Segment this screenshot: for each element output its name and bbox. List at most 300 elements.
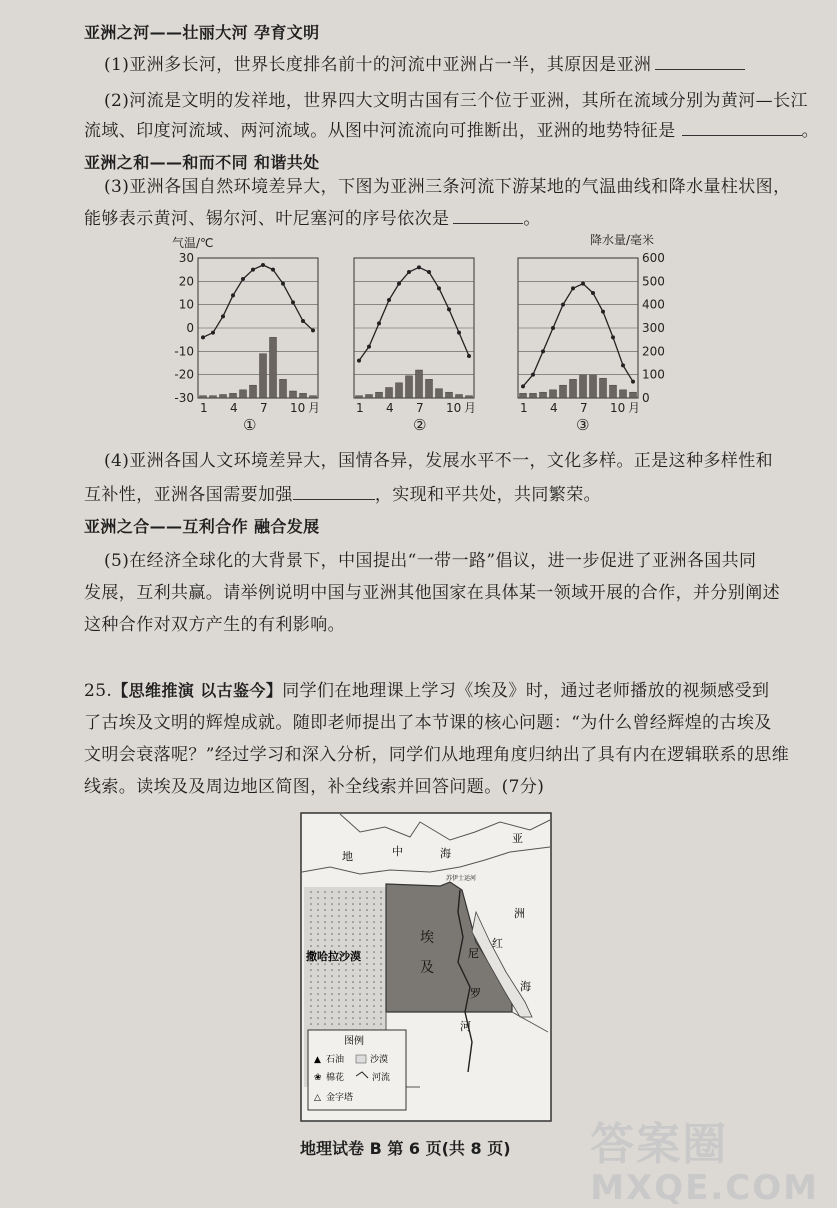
sand-dot	[331, 969, 333, 971]
sand-dot	[380, 1023, 382, 1025]
sand-dot	[359, 987, 361, 989]
sand-dot	[366, 951, 368, 953]
sand-dot	[359, 909, 361, 911]
sand-dot	[359, 945, 361, 947]
question-5-line2: 发展，互利共赢。请举例说明中国与亚洲其他国家在具体某一领域开展的合作，并分别阐述	[84, 583, 780, 603]
oil-icon: ▲	[314, 1055, 321, 1065]
precip-bar	[620, 390, 627, 398]
sand-dot	[324, 963, 326, 965]
sand-dot	[359, 993, 361, 995]
sand-dot	[373, 957, 375, 959]
sand-dot	[317, 891, 319, 893]
y-tick-label: 0	[642, 391, 650, 405]
watermark	[590, 1108, 819, 1208]
sand-dot	[310, 915, 312, 917]
sand-dot	[373, 981, 375, 983]
sand-dot	[380, 951, 382, 953]
legend-oil: 石油	[326, 1055, 345, 1065]
precip-bar	[200, 396, 207, 398]
sand-dot	[352, 987, 354, 989]
answer-blank[interactable]	[655, 69, 745, 70]
sand-dot	[373, 909, 375, 911]
sand-dot	[352, 969, 354, 971]
sand-dot	[380, 897, 382, 899]
y-tick-label: 0	[186, 321, 194, 335]
precip-bar	[560, 385, 567, 398]
sand-dot	[324, 915, 326, 917]
sand-dot	[310, 909, 312, 911]
precip-bar	[290, 391, 297, 398]
sand-dot	[380, 975, 382, 977]
sand-dot	[373, 975, 375, 977]
sand-dot	[331, 993, 333, 995]
sand-dot	[373, 987, 375, 989]
y-tick-label: -20	[174, 367, 194, 382]
question-5-line3: 这种合作对双方产生的有利影响。	[84, 615, 345, 635]
sand-dot	[338, 969, 340, 971]
sand-dot	[324, 969, 326, 971]
legend-desert: 沙漠	[370, 1055, 389, 1065]
sand-dot	[366, 909, 368, 911]
sand-dot	[324, 891, 326, 893]
temp-point	[437, 286, 441, 290]
sand-dot	[373, 1011, 375, 1013]
sand-dot	[310, 939, 312, 941]
sand-dot	[338, 945, 340, 947]
sand-dot	[352, 945, 354, 947]
x-axis-unit: 月	[308, 401, 321, 415]
temp-line	[203, 265, 313, 337]
sand-dot	[366, 903, 368, 905]
sand-dot	[352, 1011, 354, 1013]
sand-dot	[331, 891, 333, 893]
chart-3-label: ③	[576, 416, 590, 434]
precip-bar	[386, 388, 393, 399]
question-2-text: 流域、印度河流域、两河流域。从图中河流流向可推断出，亚洲的地势特征是	[84, 121, 676, 141]
map-label-sahara: 撒哈拉沙漠	[306, 950, 361, 963]
sand-dot	[317, 993, 319, 995]
map-label-red-sea: 海	[520, 980, 531, 993]
sand-dot	[373, 951, 375, 953]
sand-dot	[380, 945, 382, 947]
sand-dot	[380, 915, 382, 917]
sand-dot	[352, 939, 354, 941]
section-heading-harmony: 亚洲之和——和而不同 和谐共处	[84, 153, 320, 172]
map-label-mediterranean: 海	[440, 847, 451, 860]
sand-dot	[366, 891, 368, 893]
sand-dot	[338, 975, 340, 977]
legend-title: 图例	[344, 1036, 364, 1047]
climate-chart-2	[344, 240, 504, 424]
map-label-suez: 苏伊士运河	[446, 875, 477, 882]
sand-dot	[352, 1017, 354, 1019]
sand-dot	[324, 993, 326, 995]
question-25-line4: 线索。读埃及及周边地区简图，补全线索并回答问题。(7分)	[84, 777, 545, 797]
sand-dot	[331, 1005, 333, 1007]
sand-dot	[324, 933, 326, 935]
sand-dot	[310, 987, 312, 989]
temp-point	[551, 326, 555, 330]
precip-axis-label: 降水量/毫米	[590, 233, 655, 247]
sand-dot	[317, 999, 319, 1001]
precip-bar	[416, 370, 423, 398]
temp-point	[521, 384, 525, 388]
x-tick-label: 7	[416, 401, 424, 415]
sand-dot	[345, 969, 347, 971]
x-tick-label: 10	[446, 401, 462, 415]
sand-dot	[359, 891, 361, 893]
precip-bar	[230, 393, 237, 398]
sand-dot	[366, 981, 368, 983]
question-1	[104, 50, 745, 75]
sand-dot	[359, 1023, 361, 1025]
sand-dot	[338, 897, 340, 899]
sand-dot	[352, 897, 354, 899]
question-4-line1: (4)亚洲各国人文环境差异大，国情各异，发展水平不一，文化多样。正是这种多样性和	[104, 451, 774, 471]
question-number: 25.	[84, 681, 113, 701]
sand-dot	[366, 975, 368, 977]
section-heading-river: 亚洲之河——壮丽大河 孕育文明	[84, 23, 320, 42]
y-tick-label: 10	[178, 297, 194, 312]
temp-point	[251, 268, 255, 272]
sand-dot	[317, 969, 319, 971]
precip-bar	[590, 375, 597, 398]
map-label-nile: 尼	[468, 947, 479, 960]
sand-dot	[366, 933, 368, 935]
sand-dot	[373, 963, 375, 965]
sand-dot	[317, 903, 319, 905]
sand-dot	[352, 933, 354, 935]
sand-dot	[366, 963, 368, 965]
sand-dot	[338, 963, 340, 965]
x-tick-label: 1	[356, 401, 364, 415]
y-tick-label: 30	[178, 251, 194, 265]
sand-dot	[310, 975, 312, 977]
chart-1-label: ①	[243, 416, 257, 434]
sand-dot	[373, 891, 375, 893]
sand-dot	[366, 945, 368, 947]
sand-dot	[345, 897, 347, 899]
precip-bar	[610, 385, 617, 398]
temp-point	[211, 331, 215, 335]
question-2-line2: 流域、印度河流域、两河流域。从图中河流流向可推断出，亚洲的地势特征是 。	[84, 121, 820, 141]
precip-bar	[250, 385, 257, 398]
sand-dot	[317, 1011, 319, 1013]
sand-dot	[380, 921, 382, 923]
sand-dot	[338, 987, 340, 989]
sand-dot	[366, 1017, 368, 1019]
precip-bar	[520, 393, 527, 398]
temp-point	[221, 314, 225, 318]
precip-bar	[270, 337, 277, 398]
sand-dot	[352, 915, 354, 917]
sand-dot	[310, 897, 312, 899]
sand-dot	[359, 1017, 361, 1019]
sand-dot	[380, 981, 382, 983]
sand-dot	[380, 969, 382, 971]
sand-dot	[338, 927, 340, 929]
sand-dot	[352, 999, 354, 1001]
sand-dot	[317, 981, 319, 983]
egypt-map	[300, 812, 552, 1122]
sand-dot	[331, 1023, 333, 1025]
section-heading-cooperation: 亚洲之合——互利合作 融合发展	[84, 517, 320, 536]
question-3-line1: (3)亚洲各国自然环境差异大，下图为亚洲三条河流下游某地的气温曲线和降水量柱状图，	[104, 177, 791, 197]
sand-dot	[345, 981, 347, 983]
question-4-line2	[84, 480, 601, 505]
temp-point	[581, 282, 585, 286]
sand-dot	[359, 981, 361, 983]
sand-dot	[345, 933, 347, 935]
sand-dot	[331, 987, 333, 989]
precip-bar	[426, 379, 433, 398]
sand-dot	[373, 999, 375, 1001]
precip-bar	[260, 354, 267, 398]
sand-dot	[352, 927, 354, 929]
sand-dot	[373, 903, 375, 905]
sand-dot	[331, 927, 333, 929]
sand-dot	[317, 1023, 319, 1025]
sand-dot	[366, 927, 368, 929]
sand-dot	[380, 1011, 382, 1013]
temp-point	[591, 291, 595, 295]
question-25-text: 同学们在地理课上学习《埃及》时，通过老师播放的视频感受到	[282, 681, 770, 701]
sand-dot	[352, 981, 354, 983]
y-tick-label: 300	[642, 321, 665, 335]
sand-dot	[310, 999, 312, 1001]
sand-dot	[380, 957, 382, 959]
sand-dot	[310, 969, 312, 971]
y-tick-label: -30	[174, 391, 194, 405]
sand-dot	[345, 1005, 347, 1007]
sand-dot	[380, 903, 382, 905]
sand-dot	[352, 993, 354, 995]
precip-bar	[406, 376, 413, 398]
sand-dot	[338, 921, 340, 923]
precip-bar	[366, 395, 373, 399]
precip-bar	[466, 396, 473, 398]
precip-bar	[356, 396, 363, 398]
sand-dot	[380, 987, 382, 989]
sand-dot	[373, 921, 375, 923]
y-tick-label: 600	[642, 251, 665, 265]
temp-point	[531, 373, 535, 377]
sand-dot	[366, 1023, 368, 1025]
question-3-line2: 能够表示黄河、锡尔河、叶尼塞河的序号依次是 。	[84, 209, 541, 229]
sand-dot	[338, 903, 340, 905]
sand-dot	[345, 891, 347, 893]
sand-dot	[352, 975, 354, 977]
sand-dot	[380, 963, 382, 965]
sand-dot	[317, 975, 319, 977]
temp-point	[407, 270, 411, 274]
precip-bar	[530, 393, 537, 398]
temp-point	[387, 298, 391, 302]
sand-dot	[331, 963, 333, 965]
precip-bar	[240, 390, 247, 398]
sand-dot	[317, 1017, 319, 1019]
sand-dot	[345, 999, 347, 1001]
sand-dot	[310, 963, 312, 965]
answer-blank[interactable]	[293, 499, 375, 500]
map-label-red-sea: 红	[492, 937, 503, 950]
question-2-line1: (2)河流是文明的发祥地，世界四大文明古国有三个位于亚洲，其所在流域分别为黄河—长江	[104, 91, 808, 111]
sand-dot	[352, 921, 354, 923]
sand-dot	[352, 891, 354, 893]
temp-point	[261, 263, 265, 267]
sand-dot	[331, 909, 333, 911]
sand-dot	[338, 909, 340, 911]
sand-dot	[310, 1017, 312, 1019]
sand-dot	[310, 891, 312, 893]
sand-dot	[373, 939, 375, 941]
sand-dot	[338, 993, 340, 995]
y-tick-label: 500	[642, 274, 665, 289]
precip-bar	[220, 395, 227, 399]
sand-dot	[310, 1023, 312, 1025]
question-3-text: 能够表示黄河、锡尔河、叶尼塞河的序号依次是	[84, 209, 450, 229]
x-tick-label: 10	[290, 401, 306, 415]
sand-dot	[380, 939, 382, 941]
sand-dot	[380, 927, 382, 929]
sand-dot	[373, 897, 375, 899]
desert-swatch	[356, 1055, 366, 1063]
temp-point	[231, 293, 235, 297]
precip-bar	[550, 390, 557, 398]
x-tick-label: 4	[230, 401, 238, 415]
sand-dot	[310, 903, 312, 905]
sand-dot	[338, 1005, 340, 1007]
sand-dot	[338, 981, 340, 983]
sand-dot	[366, 915, 368, 917]
temp-point	[397, 282, 401, 286]
watermark-bottom: MXQE.COM	[590, 1168, 819, 1208]
sand-dot	[366, 921, 368, 923]
sand-dot	[317, 927, 319, 929]
temp-point	[291, 300, 295, 304]
sand-dot	[331, 933, 333, 935]
precip-bar	[396, 383, 403, 398]
sand-dot	[345, 975, 347, 977]
sand-dot	[310, 1011, 312, 1013]
precip-bar	[376, 392, 383, 398]
sand-dot	[338, 891, 340, 893]
sand-dot	[359, 921, 361, 923]
sand-dot	[373, 1005, 375, 1007]
sand-dot	[317, 945, 319, 947]
question-5-line1: (5)在经济全球化的大背景下，中国提出“一带一路”倡议，进一步促进了亚洲各国共同	[104, 551, 757, 571]
precip-bar	[310, 396, 317, 398]
temp-point	[447, 307, 451, 311]
temp-point	[377, 321, 381, 325]
map-label-asia: 亚	[512, 832, 523, 845]
legend-pyramid: 金字塔	[326, 1093, 354, 1103]
sand-dot	[380, 1005, 382, 1007]
sand-dot	[359, 975, 361, 977]
sand-dot	[338, 939, 340, 941]
sand-dot	[359, 963, 361, 965]
sand-dot	[317, 897, 319, 899]
question-4-text-end: ，实现和平共处，共同繁荣。	[374, 485, 602, 505]
sand-dot	[345, 909, 347, 911]
sand-dot	[331, 939, 333, 941]
sand-dot	[317, 921, 319, 923]
chart-2-label: ②	[413, 416, 427, 434]
precip-bar	[570, 379, 577, 398]
sand-dot	[359, 969, 361, 971]
legend-cotton: 棉花	[326, 1073, 345, 1083]
sand-dot	[317, 1005, 319, 1007]
sand-dot	[345, 963, 347, 965]
precip-bar	[280, 379, 287, 398]
sand-dot	[324, 945, 326, 947]
answer-blank[interactable]	[453, 223, 523, 224]
sand-dot	[338, 1017, 340, 1019]
temp-point	[301, 319, 305, 323]
sand-dot	[345, 927, 347, 929]
sand-dot	[359, 1005, 361, 1007]
watermark-top: 答案圈	[590, 1119, 729, 1170]
sand-dot	[310, 981, 312, 983]
map-label-mediterranean: 中	[392, 845, 403, 858]
sand-dot	[352, 1005, 354, 1007]
y-tick-label: -10	[174, 344, 194, 359]
precip-bar	[456, 395, 463, 399]
y-tick-label: 100	[642, 367, 665, 382]
sand-dot	[380, 891, 382, 893]
sand-dot	[324, 1023, 326, 1025]
temp-point	[311, 328, 315, 332]
sand-dot	[366, 1005, 368, 1007]
x-tick-label: 1	[200, 401, 208, 415]
map-label-egypt: 及	[420, 960, 434, 976]
sand-dot	[324, 897, 326, 899]
sand-dot	[345, 987, 347, 989]
question-25-line3: 文明会衰落呢？”经过学习和深入分析，同学们从地理角度归纳出了具有内在逻辑联系的思维	[84, 745, 790, 765]
sand-dot	[352, 1023, 354, 1025]
sand-dot	[359, 915, 361, 917]
precip-bar	[630, 392, 637, 398]
sand-dot	[324, 981, 326, 983]
sand-dot	[324, 987, 326, 989]
y-tick-label: 400	[642, 297, 665, 312]
temp-point	[417, 265, 421, 269]
sand-dot	[310, 1005, 312, 1007]
sand-dot	[338, 933, 340, 935]
x-tick-label: 7	[260, 401, 268, 415]
pyramid-icon: △	[314, 1093, 321, 1103]
sand-dot	[310, 921, 312, 923]
sand-dot	[310, 927, 312, 929]
map-label-egypt: 埃	[420, 930, 434, 946]
sand-dot	[359, 999, 361, 1001]
sand-dot	[359, 903, 361, 905]
sand-dot	[359, 897, 361, 899]
sand-dot	[310, 933, 312, 935]
sand-dot	[324, 921, 326, 923]
sand-dot	[345, 993, 347, 995]
sand-dot	[380, 993, 382, 995]
cotton-icon: ❀	[314, 1073, 322, 1083]
sand-dot	[359, 927, 361, 929]
precip-bar	[210, 396, 217, 398]
sand-dot	[324, 927, 326, 929]
sand-dot	[317, 909, 319, 911]
answer-blank[interactable]	[682, 135, 802, 136]
sand-dot	[324, 1017, 326, 1019]
temp-point	[561, 303, 565, 307]
temp-point	[601, 310, 605, 314]
